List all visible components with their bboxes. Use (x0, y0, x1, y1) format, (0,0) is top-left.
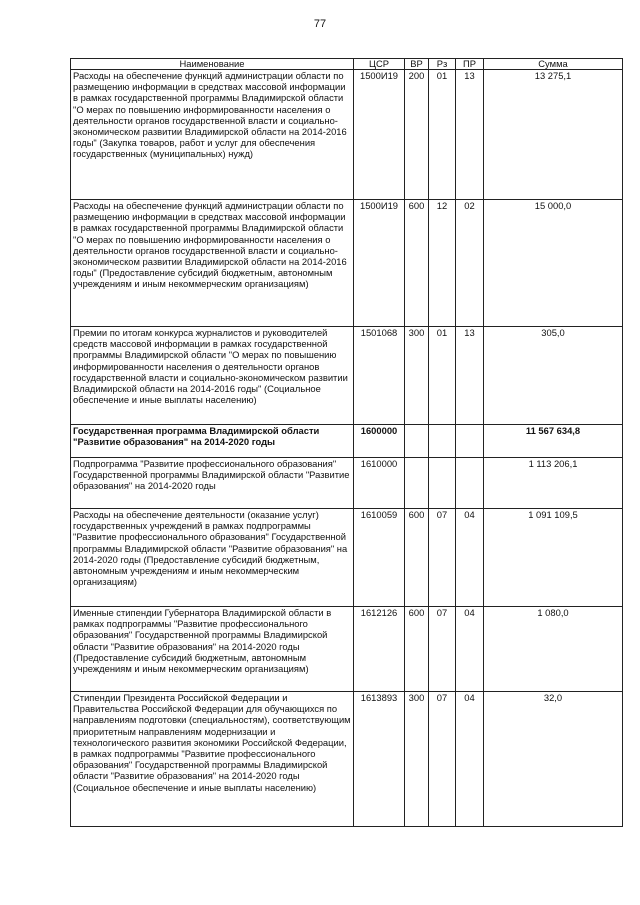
row-csr: 1610059 (354, 509, 405, 607)
row-vr (405, 425, 429, 458)
row-pr: 13 (456, 70, 484, 200)
row-name: Расходы на обеспечение деятельности (оказание услуг) государственных учреждений в рамках подпрограммы "Развитие профессионального образования" Государственной программы Владимирской области "Развитие образования" на 2014-2020 годы (Предоставление субсидий бюджетным, автономным учреждениям и иным некоммерческим организациям) (71, 509, 354, 607)
row-name: Расходы на обеспечение функций администрации области по размещению информации в средствах массовой информации в рамках государственной программы Владимирской области "О мерах по повышению информированности населения о деятельности органов государственной власти и социально-экономическом развитии Владимирской области на 2014-2016 годы" (Закупка товаров, работ и услуг для обеспечения государственных (муниципальных) нужд) (71, 70, 354, 200)
row-vr: 600 (405, 200, 429, 327)
row-sum: 1 091 109,5 (484, 509, 623, 607)
row-rz: 07 (429, 692, 456, 827)
row-name: Стипендии Президента Российской Федерации и Правительства Российской Федерации для обучающихся по направлениям подготовки (специальностям), соответствующим приоритетным направлениям модернизации и технологического развития экономики Российской Федерации, в рамках подпрограммы "Развитие профессионального образования" Государственной программы Владимирской области "Развитие образования" на 2014-2020 годы (Социальное обеспечение и иные выплаты населению) (71, 692, 354, 827)
row-rz (429, 458, 456, 509)
row-sum: 1 113 206,1 (484, 458, 623, 509)
column-header-csr: ЦСР (354, 59, 405, 70)
row-name: Премии по итогам конкурса журналистов и руководителей средств массовой информации в рамках государственной программы Владимирской области "О мерах по повышению информированности населения о деятельности органов государственной власти и социально-экономическом развитии Владимирской области на 2014-2016 годы" (Социальное обеспечение и иные выплаты населению) (71, 327, 354, 425)
table-header-row (71, 59, 623, 70)
table-row (71, 70, 623, 200)
row-pr (456, 458, 484, 509)
row-csr: 1500И19 (354, 200, 405, 327)
row-sum: 15 000,0 (484, 200, 623, 327)
column-header-name: Наименование (71, 59, 354, 70)
row-vr: 300 (405, 692, 429, 827)
row-name: Подпрограмма "Развитие профессионального образования" Государственной программы Владимирской области "Развитие образования" на 2014-2020 годы (71, 458, 354, 509)
table-row (71, 692, 623, 827)
column-header-pr: ПР (456, 59, 484, 70)
row-name: Государственная программа Владимирской области "Развитие образования" на 2014-2020 годы (71, 425, 354, 458)
row-name: Расходы на обеспечение функций администрации области по размещению информации в средствах массовой информации в рамках государственной программы Владимирской области "О мерах по повышению информированности населения о деятельности органов государственной власти и социально-экономическом развитии Владимирской области на 2014-2016 годы" (Предоставление субсидий бюджетным, автономным учреждениям и иным некоммерческим организациям) (71, 200, 354, 327)
row-rz (429, 425, 456, 458)
column-header-vr: ВР (405, 59, 429, 70)
row-pr: 02 (456, 200, 484, 327)
row-vr: 300 (405, 327, 429, 425)
row-sum: 32,0 (484, 692, 623, 827)
row-vr: 200 (405, 70, 429, 200)
row-pr: 04 (456, 692, 484, 827)
row-csr: 1501068 (354, 327, 405, 425)
row-csr: 1600000 (354, 425, 405, 458)
column-header-sum: Сумма (484, 59, 623, 70)
row-rz: 07 (429, 509, 456, 607)
row-sum: 305,0 (484, 327, 623, 425)
row-csr: 1613893 (354, 692, 405, 827)
row-rz: 01 (429, 327, 456, 425)
column-header-rz: Рз (429, 59, 456, 70)
table-row (71, 458, 623, 509)
row-csr: 1500И19 (354, 70, 405, 200)
row-pr: 13 (456, 327, 484, 425)
row-sum: 1 080,0 (484, 607, 623, 692)
row-vr: 600 (405, 509, 429, 607)
table-row (71, 607, 623, 692)
budget-table (70, 58, 623, 827)
table-row (71, 509, 623, 607)
page-number: 77 (313, 18, 327, 30)
row-vr (405, 458, 429, 509)
row-rz: 01 (429, 70, 456, 200)
table-row (71, 425, 623, 458)
row-name: Именные стипендии Губернатора Владимирской области в рамках подпрограммы "Развитие профессионального образования" Государственной программы Владимирской области "Развитие образования" на 2014-2020 годы (Предоставление субсидий бюджетным, автономным учреждениям и иным некоммерческим организациям) (71, 607, 354, 692)
row-rz: 07 (429, 607, 456, 692)
row-pr: 04 (456, 607, 484, 692)
row-sum: 11 567 634,8 (484, 425, 623, 458)
row-rz: 12 (429, 200, 456, 327)
row-pr: 04 (456, 509, 484, 607)
row-vr: 600 (405, 607, 429, 692)
row-sum: 13 275,1 (484, 70, 623, 200)
row-csr: 1612126 (354, 607, 405, 692)
row-csr: 1610000 (354, 458, 405, 509)
table-row (71, 327, 623, 425)
row-pr (456, 425, 484, 458)
table-row (71, 200, 623, 327)
